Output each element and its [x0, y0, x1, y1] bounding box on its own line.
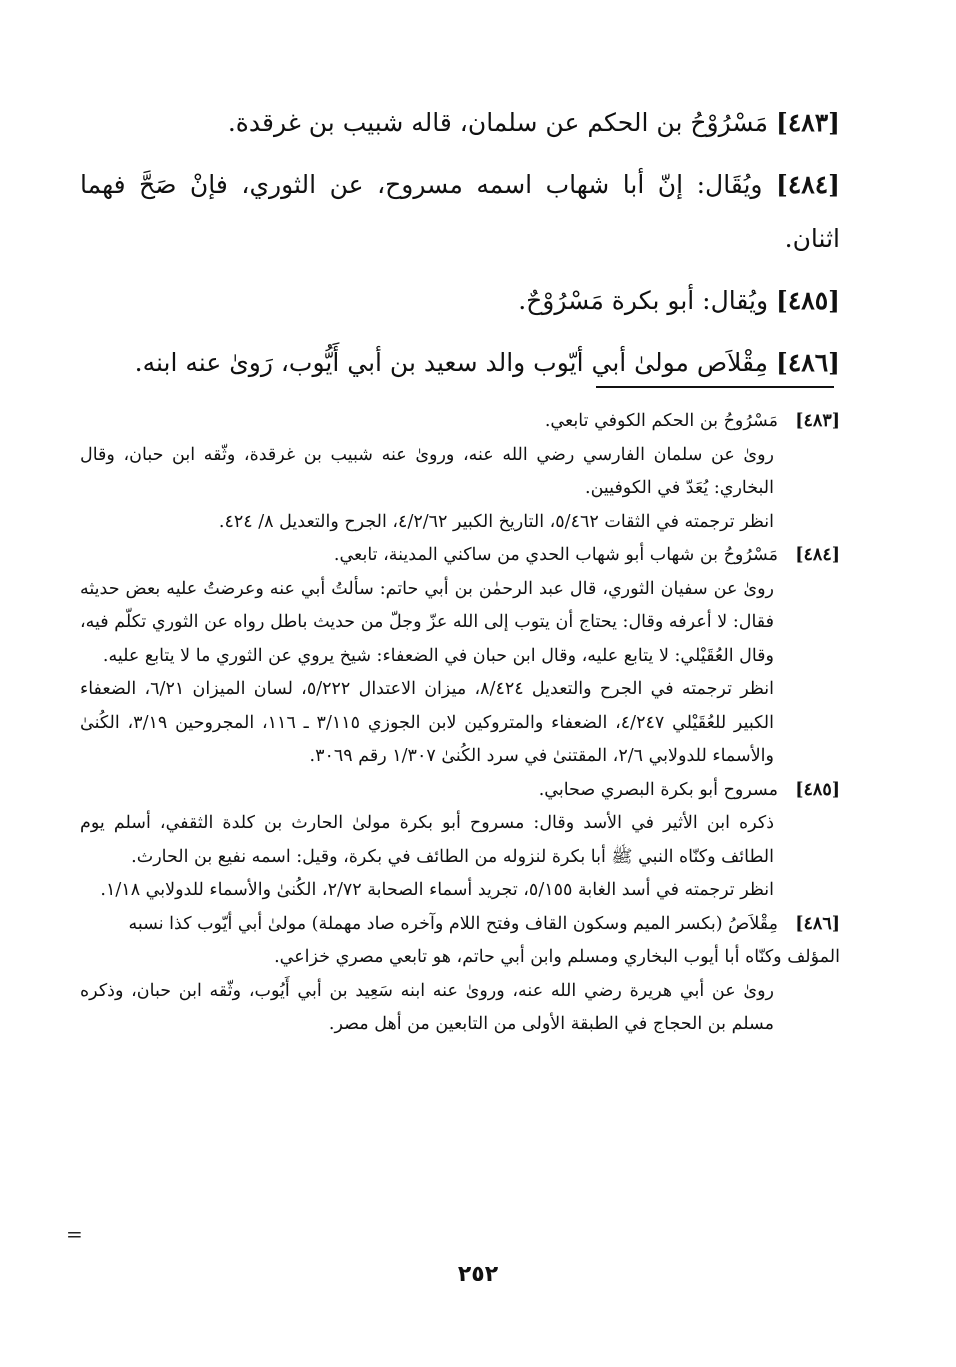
main-entry-485: [80, 274, 840, 328]
page-number: ٢٥٢: [457, 1262, 499, 1287]
footnote-number: [٤٨٥]: [795, 779, 840, 800]
footnotes: [80, 405, 840, 1042]
footnote-head: مَسْرُوحُ بن الحكم الكوفي تابعي.: [544, 411, 778, 431]
footnote-483: [80, 405, 840, 539]
footnote-head: مِقْلاَصُ (بكسر الميم وسكون القاف وفتح اللام وآخره صاد مهملة) مولىٰ أبي أيّوب كذا نسبه المؤلف وكنّاه أبا أيوب البخاري ومسلم وابن أبي حاتم، هو تابعي مصري خزاعي.: [128, 913, 840, 967]
footnote-number: [٤٨٣]: [795, 411, 840, 431]
entry-text: ويُقال: أبو بكرة مَسْرُوْحٌ.: [518, 286, 769, 315]
entry-text: مَسْرُوْحُ بن الحكم عن سلمان، قاله شبيب بن غرقدة.: [227, 108, 769, 137]
main-entry-483: [80, 96, 840, 150]
footnote-body: انظر ترجمته في أسد الغابة ٥/١٥٥، تجريد أسماء الصحابة ٢/٧٢، الكُنىٰ والأسماء للدولابي ١/١٨.: [100, 880, 774, 900]
footnote-body: انظر ترجمته في الثقات ٥/٤٦٢، التاريخ الكبير ٤/٢/٦٢، الجرح والتعديل ٨/ ٤٢٤.: [218, 511, 774, 532]
footnote-body: ذكره ابن الأثير في الأسد وقال: مسروح أبو بكرة مولىٰ الحارث بن كلدة الثقفي، أسلم يوم الطائف وكنّاه النبي ﷺ أبا بكرة لنزوله من الطائف في بكرة، وقيل: اسمه نفيع بن الحارث.: [80, 813, 774, 867]
main-entry-484: [80, 158, 840, 266]
footnote-number: [٤٨٦]: [795, 913, 840, 934]
footnote-divider: [596, 386, 834, 388]
entry-number: [٤٨٣]: [776, 108, 840, 137]
footnote-number: [٤٨٤]: [795, 545, 840, 565]
entry-number: [٤٨٤]: [776, 170, 840, 199]
footnote-head: مسروح أبو بكرة البصري صحابي.: [538, 779, 778, 800]
entry-text: مِقْلاَص مولىٰ أبي أيّوب والد سعيد بن أبي أَيُّوب، رَوىٰ عنه ابنه.: [134, 348, 769, 377]
footnote-485: [80, 774, 840, 908]
entry-number: [٤٨٥]: [776, 286, 840, 315]
footnote-head: مَسْرُوحُ بن شهاب أبو شهاب الحدي من ساكني المدينة، تابعي.: [333, 545, 778, 565]
main-text: [80, 96, 840, 398]
main-entry-486: [80, 336, 840, 390]
margin-mark: =: [66, 1222, 83, 1246]
footnote-body: انظر ترجمته في الجرح والتعديل ٨/٤٢٤، ميزان الاعتدال ٥/٢٢٢، لسان الميزان ٦/٢١، الضعفاء الكبير للعُقَيْلي ٤/٢٤٧، الضعفاء والمتروكين لابن الجوزي ٣/١١٥ ـ ١١٦، المجروحين ٣/١٩، الكُنىٰ والأسماء للدولابي ٢/٦، المقتنىٰ في سرد الكُنىٰ ١/٣٠٧ رقم ٣٠٦٩.: [80, 679, 775, 766]
footnote-body: روىٰ عن سفيان الثوري، قال عبد الرحمٰن بن أبي حاتم: سألتُ أبي عنه وعرضتُ عليه بعض حديثه فقال: لا أعرفه وقال: يحتاج أن يتوب إلى الله عزّ وجلّ من حديث باطل رواه عن الثوري تكلّم فيه، وقال العُقَيْلي: لا يتابع عليه، وقال ابن حبان في الضعفاء: شيخ يروي عن الثوري ما لا يتابع عليه.: [80, 578, 774, 666]
footnote-486: [80, 908, 840, 1042]
footnote-body: روىٰ عن أبي هريرة رضي الله عنه، وروىٰ عنه ابنه سَعِيد بن أبي أَيُوب، وثّقه ابن حبان، وذكره مسلم بن الحجاج في الطبقة الأولى من التابعين من أهل مصر.: [80, 980, 774, 1034]
footnote-body: روىٰ عن سلمان الفارسي رضي الله عنه، وروىٰ عنه شبيب بن غرقدة، وثّقه ابن حبان، وقال البخاري: يُعَدّ في الكوفيين.: [80, 444, 774, 498]
entry-text: ويُقَال: إنّ أبا شهاب اسمه مسروح، عن الثوري، فإنْ صَحَّ فهما اثنان.: [80, 170, 840, 253]
footnote-484: [80, 539, 840, 774]
entry-number: [٤٨٦]: [776, 348, 840, 377]
